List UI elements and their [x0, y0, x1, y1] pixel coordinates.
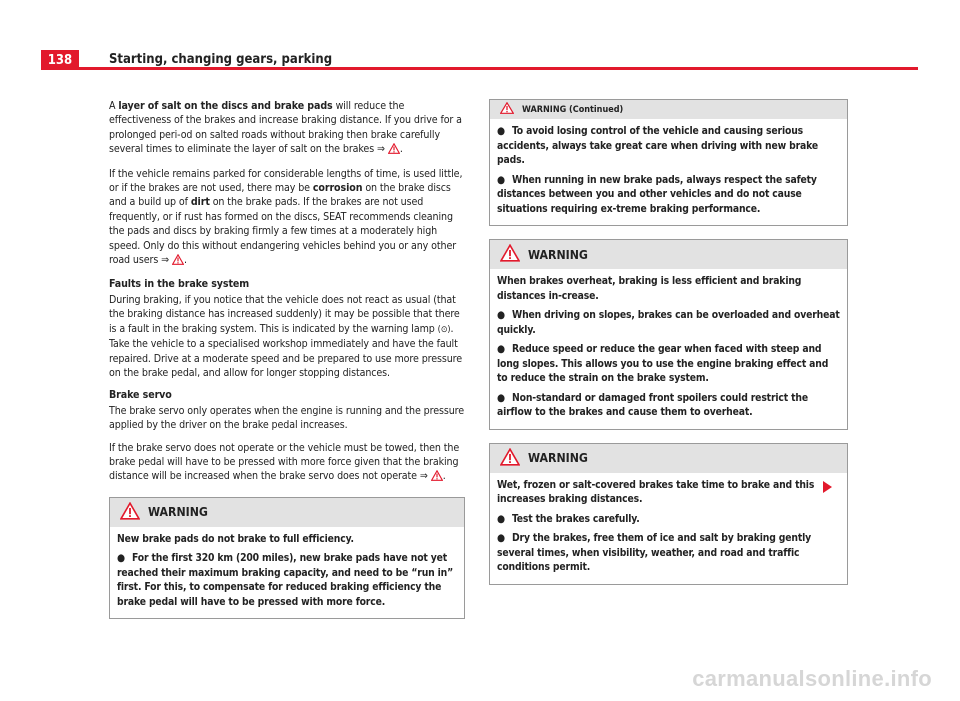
continue-arrow-icon [823, 481, 832, 493]
warning-header [490, 240, 847, 269]
warning-title: WARNING [528, 247, 588, 262]
warning-body [110, 527, 464, 619]
warning-bullet: ● Dry the brakes, free them of ice and salt by braking gently several times, when visibility, weather, and road and traffic conditions permit. [497, 532, 812, 573]
warning-bullet: ● For the first 320 km (200 miles), new brake pads have not yet reached their maximum braking capacity, and need to be “run in” first. For this, to compensate for reduced braking efficiency the brake pedal will have to be pressed with more force. [117, 552, 454, 608]
warning-bullet: ● When running in new brake pads, always respect the safety distances between you and other vehicles and do not cause situations requiring ex-treme braking performance. [497, 173, 817, 215]
warning-triangle-icon [500, 448, 520, 469]
warning-body [490, 269, 847, 429]
paragraph-servo: The brake servo only operates when the engine is running and the pressure applied by the driver on the brake pedal increases. [109, 404, 464, 432]
warning-triangle-icon [500, 244, 520, 265]
paragraph-servo-towed: If the brake servo does not operate or the vehicle must be towed, then the brake pedal will have to be pressed with more force given that the braking distance will be increased when the brake servo does not operate ⇒ . [109, 441, 465, 486]
warning-bullet: ● Non-standard or damaged front spoilers could restrict the airflow to the brakes and cause them to overheat. [497, 391, 808, 418]
header-rule [41, 67, 918, 70]
page-number: 138 [41, 50, 79, 70]
left-column [109, 99, 465, 633]
warning-box-new-pads [109, 497, 465, 620]
warning-triangle-icon[interactable] [172, 254, 184, 269]
brake-warning-lamp-icon: (⊙) [437, 324, 451, 335]
warning-title: WARNING [528, 451, 588, 465]
section-heading-servo: Brake servo [109, 389, 172, 402]
warning-intro: Wet, frozen or salt-covered brakes take time to brake and this increases braking distances. [497, 478, 815, 505]
warning-body [490, 473, 847, 584]
emphasis-salt: layer of salt on the discs and brake pads [118, 100, 333, 112]
warning-intro: When brakes overheat, braking is less efficient and braking distances in-crease. [497, 275, 802, 302]
warning-bullet: ● When driving on slopes, brakes can be overloaded and overheat quickly. [497, 309, 840, 336]
warning-header [490, 444, 847, 473]
paragraph-salt: A layer of salt on the discs and brake pads will reduce the effectiveness of the brakes and increase braking distance. If you drive for a prolonged peri-od on salted roads without braking then brake carefully several times to eliminate the layer of salt on the brakes ⇒ . [109, 99, 465, 159]
warning-header [490, 100, 847, 119]
warning-bullet: ● To avoid losing control of the vehicle and causing serious accidents, always take great care when driving with new brake pads. [497, 125, 818, 166]
warning-box-overheat [489, 239, 848, 430]
warning-bullet: ● Test the brakes carefully. [497, 512, 640, 525]
right-column [489, 99, 848, 599]
warning-intro: New brake pads do not brake to full efficiency. [117, 532, 354, 545]
warning-triangle-icon [500, 102, 514, 117]
warning-box-continued [489, 99, 848, 226]
warning-bullet: ● Reduce speed or reduce the gear when faced with steep and long slopes. This allows you to use the engine braking effect and to reduce the strain on the brake system. [497, 343, 829, 384]
section-heading-faults: Faults in the brake system [109, 278, 250, 291]
warning-header [110, 498, 464, 527]
warning-title: WARNING (Continued) [522, 104, 624, 115]
warning-body [490, 119, 847, 225]
warning-triangle-icon [120, 502, 140, 523]
paragraph-faults: During braking, if you notice that the vehicle does not react as usual (that the braking distance has increased suddenly) it may be possible that there is a fault in the braking system. This is indicated by the warning lamp (⊙). Take the vehicle to a specialised workshop immediately and have the fault repaired. Drive at a moderate speed and be prepared to use more pressure on the brake pedal, and allow for longer stopping distances. [109, 293, 463, 379]
warning-box-wet-brakes [489, 443, 848, 585]
warning-triangle-icon[interactable] [431, 470, 443, 485]
warning-title: WARNING [148, 505, 208, 520]
running-title: Starting, changing gears, parking [109, 52, 333, 67]
paragraph-corrosion: If the vehicle remains parked for considerable lengths of time, is used little, or if the brakes are not used, there may be corrosion on the brake discs and a build up of dirt on the brake pads. If the brakes are not used frequently, or if rust has formed on the discs, SEAT recommends cleaning the pads and discs by braking firmly a few times at a moderately high speed. Only do this without endangering vehicles behind you or any other road users ⇒ . [109, 167, 465, 270]
warning-triangle-icon[interactable] [388, 143, 400, 158]
watermark: carmanualsonline.info [692, 666, 932, 691]
